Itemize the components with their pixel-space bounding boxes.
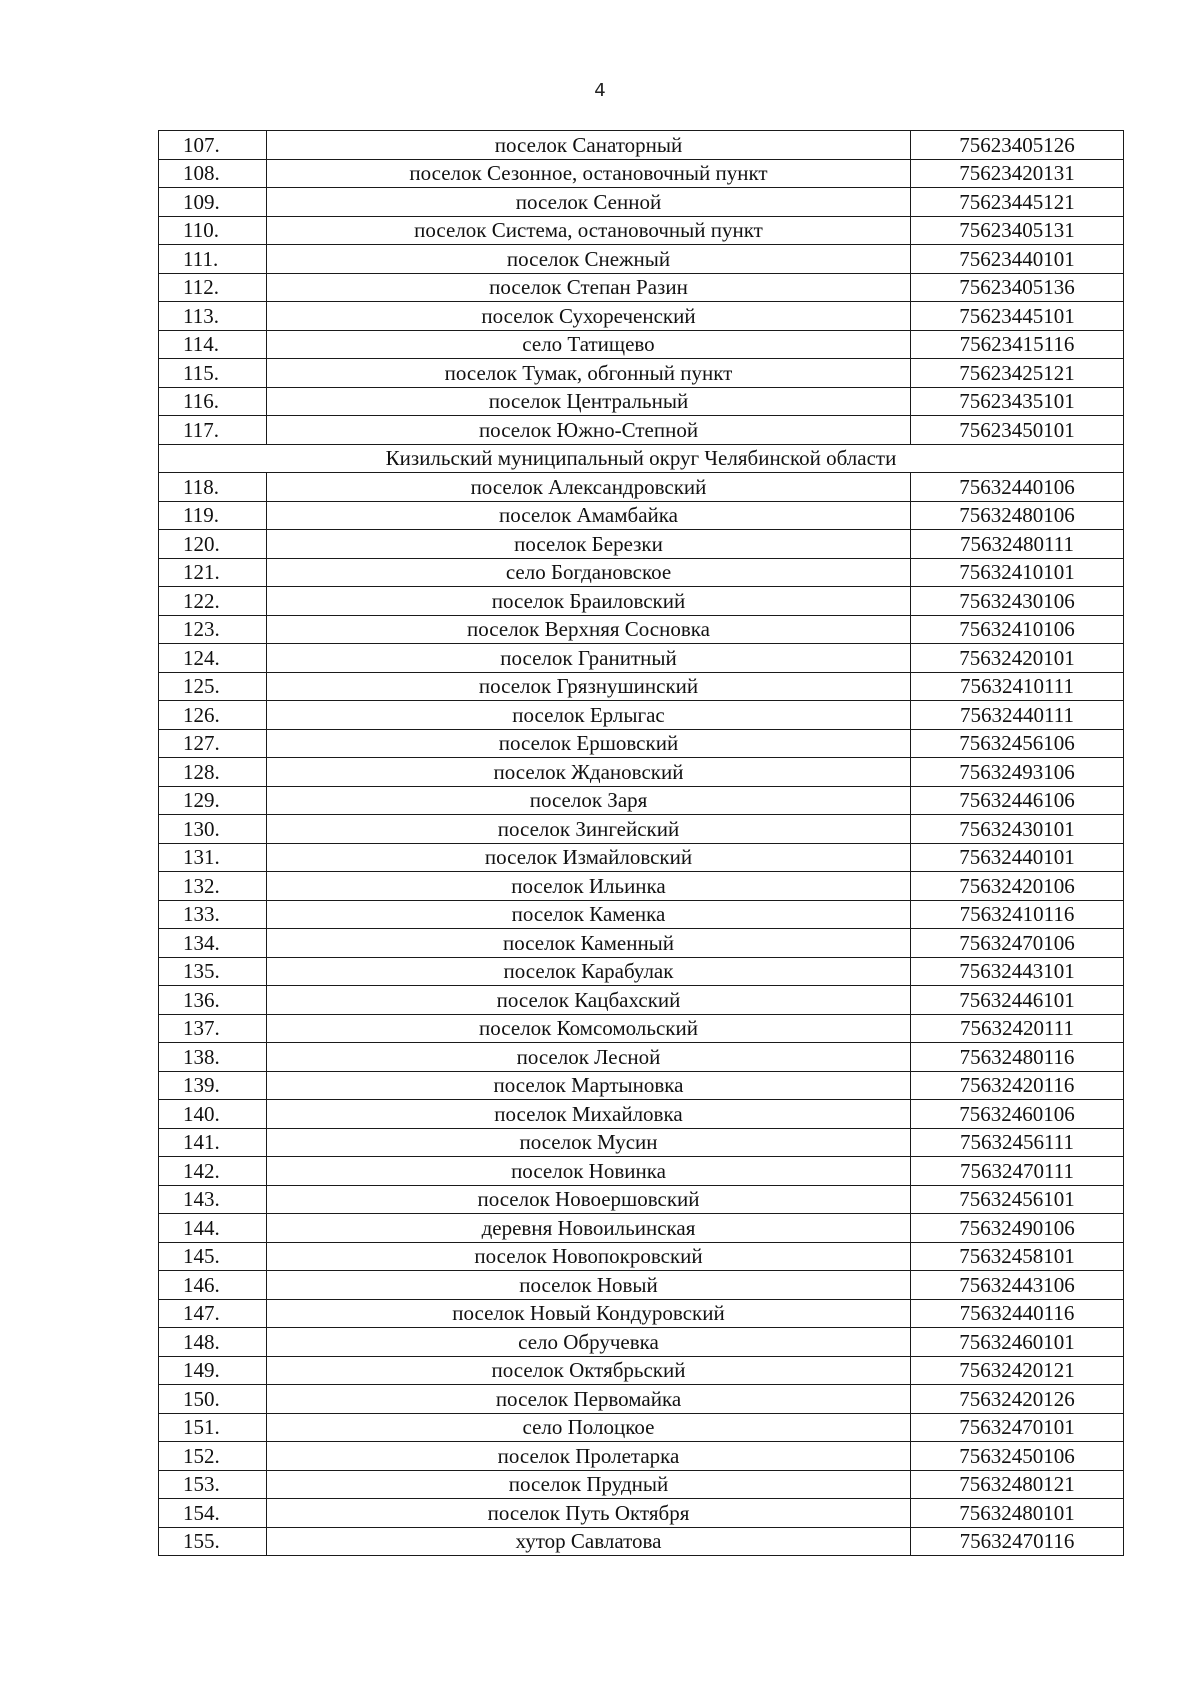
table-row [159, 273, 1124, 302]
row-number: 150. [159, 1385, 267, 1414]
table-row [159, 986, 1124, 1015]
oktmo-code: 75632450106 [911, 1442, 1124, 1471]
settlements-table [158, 130, 1124, 1556]
settlement-name: поселок Зингейский [267, 815, 911, 844]
table-row [159, 1299, 1124, 1328]
table-row [159, 957, 1124, 986]
oktmo-code: 75632470101 [911, 1413, 1124, 1442]
oktmo-code: 75632456101 [911, 1185, 1124, 1214]
settlement-name: поселок Новый [267, 1271, 911, 1300]
settlement-name: поселок Михайловка [267, 1100, 911, 1129]
row-number: 111. [159, 245, 267, 274]
settlement-name: поселок Снежный [267, 245, 911, 274]
row-number: 153. [159, 1470, 267, 1499]
table-row [159, 701, 1124, 730]
table-row [159, 900, 1124, 929]
table-row [159, 1128, 1124, 1157]
oktmo-code: 75632446106 [911, 786, 1124, 815]
row-number: 152. [159, 1442, 267, 1471]
settlement-name: поселок Березки [267, 530, 911, 559]
settlement-name: поселок Центральный [267, 387, 911, 416]
table-row [159, 302, 1124, 331]
oktmo-code: 75632456111 [911, 1128, 1124, 1157]
table-row [159, 843, 1124, 872]
table-row [159, 473, 1124, 502]
row-number: 154. [159, 1499, 267, 1528]
row-number: 134. [159, 929, 267, 958]
row-number: 148. [159, 1328, 267, 1357]
oktmo-code: 75632440116 [911, 1299, 1124, 1328]
table-row [159, 131, 1124, 160]
settlement-name: поселок Гранитный [267, 644, 911, 673]
settlement-name: поселок Сенной [267, 188, 911, 217]
table-row [159, 387, 1124, 416]
oktmo-code: 75632493106 [911, 758, 1124, 787]
settlement-name: поселок Ерлыгас [267, 701, 911, 730]
row-number: 108. [159, 159, 267, 188]
row-number: 149. [159, 1356, 267, 1385]
row-number: 116. [159, 387, 267, 416]
oktmo-code: 75632470111 [911, 1157, 1124, 1186]
table-row [159, 1043, 1124, 1072]
settlement-name: поселок Тумак, обгонный пункт [267, 359, 911, 388]
settlement-name: село Татищево [267, 330, 911, 359]
settlement-name: поселок Пролетарка [267, 1442, 911, 1471]
settlement-name: поселок Сезонное, остановочный пункт [267, 159, 911, 188]
table-row [159, 1328, 1124, 1357]
row-number: 126. [159, 701, 267, 730]
oktmo-code: 75632440101 [911, 843, 1124, 872]
oktmo-code: 75623445121 [911, 188, 1124, 217]
row-number: 147. [159, 1299, 267, 1328]
settlement-name: поселок Южно-Степной [267, 416, 911, 445]
table-row [159, 1185, 1124, 1214]
oktmo-code: 75632480116 [911, 1043, 1124, 1072]
row-number: 139. [159, 1071, 267, 1100]
oktmo-code: 75632480106 [911, 501, 1124, 530]
row-number: 135. [159, 957, 267, 986]
row-number: 118. [159, 473, 267, 502]
table-row [159, 330, 1124, 359]
section-title: Кизильский муниципальный округ Челябинской области [159, 444, 1124, 473]
row-number: 140. [159, 1100, 267, 1129]
settlement-name: поселок Мусин [267, 1128, 911, 1157]
table-row [159, 530, 1124, 559]
table-row [159, 1356, 1124, 1385]
row-number: 146. [159, 1271, 267, 1300]
row-number: 119. [159, 501, 267, 530]
settlement-name: поселок Октябрьский [267, 1356, 911, 1385]
table-row [159, 1413, 1124, 1442]
oktmo-code: 75632458101 [911, 1242, 1124, 1271]
section-header-row [159, 444, 1124, 473]
oktmo-code: 75632420116 [911, 1071, 1124, 1100]
oktmo-code: 75632470106 [911, 929, 1124, 958]
table-row [159, 245, 1124, 274]
table-row [159, 159, 1124, 188]
table-row [159, 1014, 1124, 1043]
oktmo-code: 75632480121 [911, 1470, 1124, 1499]
oktmo-code: 75632440111 [911, 701, 1124, 730]
settlement-name: деревня Новоильинская [267, 1214, 911, 1243]
row-number: 110. [159, 216, 267, 245]
row-number: 141. [159, 1128, 267, 1157]
settlement-name: хутор Савлатова [267, 1527, 911, 1556]
settlement-name: поселок Новинка [267, 1157, 911, 1186]
oktmo-code: 75623405126 [911, 131, 1124, 160]
oktmo-code: 75632470116 [911, 1527, 1124, 1556]
table-row [159, 1242, 1124, 1271]
oktmo-code: 75632410106 [911, 615, 1124, 644]
settlement-name: поселок Путь Октября [267, 1499, 911, 1528]
table-row [159, 359, 1124, 388]
table-row [159, 1214, 1124, 1243]
settlement-name: поселок Браиловский [267, 587, 911, 616]
row-number: 142. [159, 1157, 267, 1186]
table-row [159, 1499, 1124, 1528]
settlement-name: поселок Сухореченский [267, 302, 911, 331]
table-row [159, 216, 1124, 245]
row-number: 130. [159, 815, 267, 844]
row-number: 143. [159, 1185, 267, 1214]
row-number: 133. [159, 900, 267, 929]
settlement-name: поселок Новоершовский [267, 1185, 911, 1214]
table-row [159, 786, 1124, 815]
oktmo-code: 75632420106 [911, 872, 1124, 901]
oktmo-code: 75632420101 [911, 644, 1124, 673]
row-number: 112. [159, 273, 267, 302]
row-number: 117. [159, 416, 267, 445]
row-number: 107. [159, 131, 267, 160]
oktmo-code: 75632490106 [911, 1214, 1124, 1243]
row-number: 129. [159, 786, 267, 815]
table-row [159, 1527, 1124, 1556]
table-row [159, 872, 1124, 901]
settlement-name: поселок Прудный [267, 1470, 911, 1499]
settlement-name: поселок Ждановский [267, 758, 911, 787]
settlement-name: село Богдановское [267, 558, 911, 587]
table-row [159, 188, 1124, 217]
table-row [159, 1470, 1124, 1499]
settlement-name: поселок Санаторный [267, 131, 911, 160]
oktmo-code: 75632410111 [911, 672, 1124, 701]
table-row [159, 672, 1124, 701]
settlement-name: поселок Степан Разин [267, 273, 911, 302]
settlement-name: поселок Александровский [267, 473, 911, 502]
table-row [159, 501, 1124, 530]
table-row [159, 1157, 1124, 1186]
table-row [159, 558, 1124, 587]
row-number: 128. [159, 758, 267, 787]
table-row [159, 1442, 1124, 1471]
row-number: 113. [159, 302, 267, 331]
row-number: 115. [159, 359, 267, 388]
settlement-name: поселок Мартыновка [267, 1071, 911, 1100]
row-number: 145. [159, 1242, 267, 1271]
table-row [159, 615, 1124, 644]
settlement-name: поселок Каменка [267, 900, 911, 929]
page-number: 4 [594, 80, 606, 101]
oktmo-code: 75623445101 [911, 302, 1124, 331]
oktmo-code: 75623420131 [911, 159, 1124, 188]
settlement-name: село Обручевка [267, 1328, 911, 1357]
table-row [159, 1271, 1124, 1300]
oktmo-code: 75623405136 [911, 273, 1124, 302]
oktmo-code: 75632410116 [911, 900, 1124, 929]
settlement-name: поселок Карабулак [267, 957, 911, 986]
oktmo-code: 75623435101 [911, 387, 1124, 416]
oktmo-code: 75632430106 [911, 587, 1124, 616]
settlement-name: поселок Измайловский [267, 843, 911, 872]
settlement-name: поселок Кацбахский [267, 986, 911, 1015]
settlement-name: поселок Новый Кондуровский [267, 1299, 911, 1328]
oktmo-code: 75632410101 [911, 558, 1124, 587]
oktmo-code: 75632480111 [911, 530, 1124, 559]
row-number: 122. [159, 587, 267, 616]
row-number: 132. [159, 872, 267, 901]
row-number: 151. [159, 1413, 267, 1442]
oktmo-code: 75632460101 [911, 1328, 1124, 1357]
row-number: 114. [159, 330, 267, 359]
table-row [159, 1385, 1124, 1414]
settlement-name: поселок Лесной [267, 1043, 911, 1072]
row-number: 124. [159, 644, 267, 673]
settlement-name: поселок Новопокровский [267, 1242, 911, 1271]
oktmo-code: 75632446101 [911, 986, 1124, 1015]
row-number: 144. [159, 1214, 267, 1243]
row-number: 155. [159, 1527, 267, 1556]
oktmo-code: 75632443106 [911, 1271, 1124, 1300]
table-row [159, 1100, 1124, 1129]
row-number: 109. [159, 188, 267, 217]
oktmo-code: 75623450101 [911, 416, 1124, 445]
settlement-name: поселок Первомайка [267, 1385, 911, 1414]
table-row [159, 929, 1124, 958]
row-number: 136. [159, 986, 267, 1015]
table-row [159, 416, 1124, 445]
settlement-name: поселок Заря [267, 786, 911, 815]
settlement-name: поселок Амамбайка [267, 501, 911, 530]
row-number: 120. [159, 530, 267, 559]
oktmo-code: 75632480101 [911, 1499, 1124, 1528]
table-body [159, 131, 1124, 1556]
oktmo-code: 75623440101 [911, 245, 1124, 274]
oktmo-code: 75632420121 [911, 1356, 1124, 1385]
oktmo-code: 75623415116 [911, 330, 1124, 359]
oktmo-code: 75632456106 [911, 729, 1124, 758]
row-number: 131. [159, 843, 267, 872]
table-row [159, 729, 1124, 758]
oktmo-code: 75632430101 [911, 815, 1124, 844]
settlement-name: село Полоцкое [267, 1413, 911, 1442]
oktmo-code: 75632420111 [911, 1014, 1124, 1043]
settlement-name: поселок Верхняя Сосновка [267, 615, 911, 644]
settlement-name: поселок Грязнушинский [267, 672, 911, 701]
table-row [159, 758, 1124, 787]
oktmo-code: 75632440106 [911, 473, 1124, 502]
oktmo-code: 75632420126 [911, 1385, 1124, 1414]
settlement-name: поселок Система, остановочный пункт [267, 216, 911, 245]
oktmo-code: 75632460106 [911, 1100, 1124, 1129]
row-number: 125. [159, 672, 267, 701]
table-row [159, 815, 1124, 844]
settlement-name: поселок Комсомольский [267, 1014, 911, 1043]
table-row [159, 644, 1124, 673]
settlement-name: поселок Каменный [267, 929, 911, 958]
oktmo-code: 75623405131 [911, 216, 1124, 245]
row-number: 123. [159, 615, 267, 644]
oktmo-code: 75623425121 [911, 359, 1124, 388]
table-row [159, 1071, 1124, 1100]
row-number: 138. [159, 1043, 267, 1072]
settlement-name: поселок Ершовский [267, 729, 911, 758]
table-row [159, 587, 1124, 616]
row-number: 137. [159, 1014, 267, 1043]
row-number: 121. [159, 558, 267, 587]
row-number: 127. [159, 729, 267, 758]
oktmo-code: 75632443101 [911, 957, 1124, 986]
settlement-name: поселок Ильинка [267, 872, 911, 901]
